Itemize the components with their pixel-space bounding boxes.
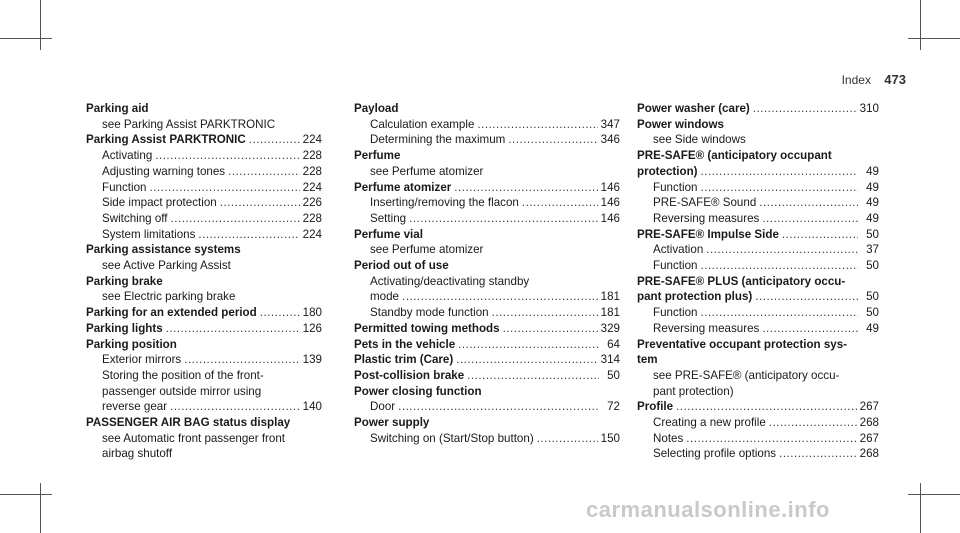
entry-text: Period out of use [354,259,449,273]
index-term [86,242,322,258]
index-entry [86,415,322,462]
index-subterm[interactable] [354,132,620,148]
crop-mark [920,0,921,50]
index-subterm [637,132,879,148]
leader-dots [249,132,300,148]
entry-text: Reversing measures [653,321,760,335]
entry-text: PASSENGER AIR BAG status display [86,416,291,430]
index-subterm[interactable] [86,352,322,368]
page-reference[interactable]: 180 [302,306,322,320]
leader-dots [184,352,299,368]
index-subterm [86,258,322,274]
entry-text: Door [370,400,396,414]
page-reference[interactable]: 228 [302,211,322,225]
index-subterm[interactable] [86,211,322,227]
entry-text: Adjusting warning tones [102,164,226,178]
leader-dots [700,305,858,321]
entry-text: see Parking Assist PARKTRONIC [102,117,276,131]
leader-dots [409,211,598,227]
leader-dots [686,431,856,447]
page-reference[interactable]: 146 [600,196,620,210]
page-number: 473 [884,72,906,87]
index-subterm[interactable] [637,321,879,337]
entry-text: Permitted towing methods [354,321,500,335]
entry-text: Creating a new profile [653,416,766,430]
entry-text: see Active Parking Assist [102,259,231,273]
page-reference[interactable]: 50 [866,227,879,241]
entry-text: Parking aid [86,102,149,115]
index-term[interactable] [86,305,322,321]
index-subterm [354,274,620,290]
entry-text: Power windows [637,117,724,131]
entry-text: Notes [653,431,684,445]
index-subterm[interactable] [637,305,879,321]
entry-text: see PRE-SAFE® (anticipatory occu- [653,368,840,382]
index-subterm [86,431,322,447]
index-subterm [637,368,879,384]
leader-dots [676,399,857,415]
page-reference[interactable]: 37 [866,243,879,257]
entry-text: Power washer (care) [637,102,750,115]
entry-text: Perfume [354,149,401,163]
entry-text: Activating/deactivating standby [370,274,530,288]
index-subterm[interactable] [86,195,322,211]
leader-dots [492,305,598,321]
index-term [637,352,879,368]
index-term [637,274,879,290]
entry-text: Standby mode function [370,306,489,320]
entry-text: see Electric parking brake [102,290,236,304]
entry-text: Activating [102,149,153,163]
index-term[interactable] [86,321,322,337]
index-entry [637,227,879,274]
entry-text: Power closing function [354,384,482,398]
page-reference[interactable]: 139 [302,353,322,367]
index-term[interactable] [637,227,879,243]
leader-dots [753,101,857,117]
leader-dots [170,399,300,415]
leader-dots [228,164,300,180]
index-entry [354,180,620,227]
entry-text: Perfume atomizer [354,180,452,194]
leader-dots [700,180,858,196]
index-term [86,101,322,117]
index-entry [354,384,620,415]
crop-mark [908,494,960,495]
entry-text: Function [653,180,698,194]
leader-dots [155,148,299,164]
index-entry [86,242,322,273]
index-subterm [354,242,620,258]
index-entry [637,399,879,462]
index-entry [86,274,322,305]
leader-dots [454,180,597,196]
index-term[interactable] [354,368,620,384]
index-term [354,148,620,164]
leader-dots [700,258,858,274]
crop-mark [40,0,41,50]
leader-dots [220,195,300,211]
entry-text: airbag shutoff [102,447,173,461]
index-subterm [86,384,322,400]
index-term[interactable] [637,164,879,180]
leader-dots [762,211,858,227]
page-reference[interactable]: 181 [600,290,620,304]
leader-dots [198,227,299,243]
entry-text: Function [102,180,147,194]
leader-dots [522,195,598,211]
entry-text: Storing the position of the front- [102,368,264,382]
index-term [354,415,620,431]
index-entry [354,148,620,179]
page-reference[interactable]: 224 [302,227,322,241]
leader-dots [755,289,858,305]
entry-text: Determining the maximum [370,133,506,147]
page-reference[interactable]: 146 [600,180,620,194]
entry-text: Parking position [86,337,177,351]
index-subterm[interactable] [354,195,620,211]
entry-text: Reversing measures [653,211,760,225]
index-subterm[interactable] [86,227,322,243]
entry-text: Preventative occupant protection sys- [637,337,848,351]
entry-text: PRE-SAFE® (anticipatory occupant [637,149,832,163]
leader-dots [260,305,300,321]
index-term[interactable] [354,337,620,353]
page-reference[interactable]: 268 [859,447,879,461]
index-entry [354,368,620,384]
page-reference[interactable]: 224 [302,180,322,194]
index-subterm[interactable] [86,148,322,164]
crop-mark [920,483,921,533]
index-subterm[interactable] [637,211,879,227]
index-entry [86,101,322,132]
index-entry [86,337,322,416]
index-subterm[interactable] [86,399,322,415]
page-reference[interactable]: 146 [600,211,620,225]
watermark: carmanualsonline.info [586,497,830,522]
page-reference[interactable]: 267 [859,431,879,445]
entry-text: PRE-SAFE® PLUS (anticipatory occu- [637,274,846,288]
index-term[interactable] [354,180,620,196]
page-reference[interactable]: 126 [302,321,322,335]
page-reference[interactable]: 181 [600,306,620,320]
entry-text: see Automatic front passenger front [102,431,286,445]
entry-text: System limitations [102,227,196,241]
entry-text: protection) [637,164,698,178]
entry-text: tem [637,353,658,367]
page-reference[interactable]: 49 [866,196,879,210]
index-subterm[interactable] [637,180,879,196]
page-header [842,72,906,87]
page-reference[interactable]: 347 [600,117,620,131]
index-term [86,337,322,353]
index-entry [637,101,879,117]
page-reference[interactable]: 267 [859,400,879,414]
entry-text: Switching on (Start/Stop button) [370,431,534,445]
leader-dots [769,415,857,431]
entry-text: passenger outside mirror using [102,384,262,398]
entry-text: Parking for an extended period [86,306,257,320]
index-entry [637,148,879,227]
page-reference[interactable]: 50 [866,290,879,304]
page-reference[interactable]: 50 [607,368,620,382]
index-subterm[interactable] [354,431,620,447]
entry-text: Parking brake [86,274,163,288]
page-reference[interactable]: 346 [600,133,620,147]
index-term [637,117,879,133]
page-reference[interactable]: 314 [600,353,620,367]
page-reference[interactable]: 140 [302,400,322,414]
index-entry [86,321,322,337]
entry-text: Parking Assist PARKTRONIC [86,133,246,147]
page-reference[interactable]: 228 [302,149,322,163]
leader-dots [706,242,858,258]
page-reference[interactable]: 268 [859,416,879,430]
index-subterm[interactable] [86,180,322,196]
index-term[interactable] [354,352,620,368]
entry-text: Pets in the vehicle [354,337,456,351]
index-term [86,274,322,290]
index-subterm [637,384,879,400]
leader-dots [149,180,299,196]
page-reference[interactable]: 226 [302,196,322,210]
index-subterm[interactable] [354,305,620,321]
entry-text: pant protection) [653,384,734,398]
index-term[interactable] [86,132,322,148]
index-term[interactable] [637,101,879,117]
page-reference[interactable]: 224 [302,133,322,147]
entry-text: Setting [370,211,407,225]
index-term [354,258,620,274]
index-subterm [86,368,322,384]
index-entry [86,305,322,321]
entry-text: Calculation example [370,117,475,131]
section-title: Index [841,73,871,87]
index-subterm[interactable] [354,211,620,227]
index-entry [637,274,879,337]
entry-text: Selecting profile options [653,447,777,461]
entry-text: Switching off [102,211,168,225]
index-column-1 [86,101,322,462]
index-subterm[interactable] [637,415,879,431]
index-subterm [86,117,322,133]
index-entry [354,321,620,337]
page-reference[interactable]: 49 [866,321,879,335]
index-term [354,101,620,117]
entry-text: Plastic trim (Care) [354,353,454,367]
leader-dots [782,227,858,243]
leader-dots [171,211,300,227]
leader-dots [759,195,858,211]
entry-text: PRE-SAFE® Sound [653,196,757,210]
leader-dots [402,289,598,305]
index-entry [354,352,620,368]
page-reference[interactable]: 50 [866,306,879,320]
index-column-3 [637,101,879,462]
leader-dots [166,321,300,337]
index-entry [354,415,620,446]
entry-text: Perfume vial [354,227,423,241]
index-term[interactable] [354,321,620,337]
index-subterm [86,446,322,462]
entry-text: see Perfume atomizer [370,164,484,178]
index-subterm[interactable] [637,258,879,274]
leader-dots [537,431,598,447]
crop-mark [0,38,52,39]
crop-mark [0,494,52,495]
index-subterm[interactable] [637,195,879,211]
entry-text: Power supply [354,416,430,430]
leader-dots [503,321,598,337]
crop-mark [40,483,41,533]
page-reference[interactable]: 329 [600,321,620,335]
leader-dots [779,446,857,462]
index-term [637,148,879,164]
entry-text: Side impact protection [102,196,217,210]
page-reference[interactable]: 50 [866,259,879,273]
page-reference[interactable]: 150 [600,431,620,445]
index-term[interactable] [637,399,879,415]
index-entry [354,101,620,148]
page-reference[interactable]: 64 [607,337,620,351]
leader-dots [508,132,597,148]
page-reference[interactable]: 49 [866,164,879,178]
index-subterm [354,164,620,180]
entry-text: see Perfume atomizer [370,243,484,257]
index-subterm [86,289,322,305]
index-entry [354,258,620,321]
page-reference[interactable]: 310 [859,102,879,115]
index-subterm[interactable] [86,164,322,180]
index-entry [637,337,879,400]
index-entry [86,132,322,242]
entry-text: pant protection plus) [637,290,753,304]
leader-dots [701,164,858,180]
leader-dots [477,117,597,133]
entry-text: Parking assistance systems [86,243,241,257]
leader-dots [456,352,597,368]
index-subterm[interactable] [354,399,620,415]
entry-text: mode [370,290,400,304]
entry-text: PRE-SAFE® Impulse Side [637,227,779,241]
index-term [637,337,879,353]
leader-dots [762,321,858,337]
index-entry [354,227,620,258]
entry-text: Payload [354,102,399,115]
index-term[interactable] [637,289,879,305]
index-term [86,415,322,431]
index-subterm[interactable] [637,446,879,462]
index-column-2 [354,101,620,446]
index-entry [354,337,620,353]
entry-text: Parking lights [86,321,163,335]
leader-dots [467,368,599,384]
page-reference[interactable]: 49 [866,211,879,225]
crop-mark [908,38,960,39]
index-entry [637,117,879,148]
entry-text: Activation [653,243,704,257]
entry-text: see Side windows [653,133,746,147]
entry-text: Profile [637,400,674,414]
entry-text: Function [653,259,698,273]
entry-text: Exterior mirrors [102,353,182,367]
page-reference[interactable]: 228 [302,164,322,178]
entry-text: Inserting/removing the flacon [370,196,519,210]
leader-dots [458,337,599,353]
index-subterm[interactable] [637,242,879,258]
entry-text: reverse gear [102,400,168,414]
index-term [354,227,620,243]
leader-dots [398,399,599,415]
entry-text: Post-collision brake [354,368,465,382]
entry-text: Function [653,306,698,320]
index-subterm[interactable] [354,289,620,305]
index-subterm[interactable] [637,431,879,447]
page-reference[interactable]: 49 [866,180,879,194]
page-reference[interactable]: 72 [607,400,620,414]
index-term [354,384,620,400]
index-subterm[interactable] [354,117,620,133]
